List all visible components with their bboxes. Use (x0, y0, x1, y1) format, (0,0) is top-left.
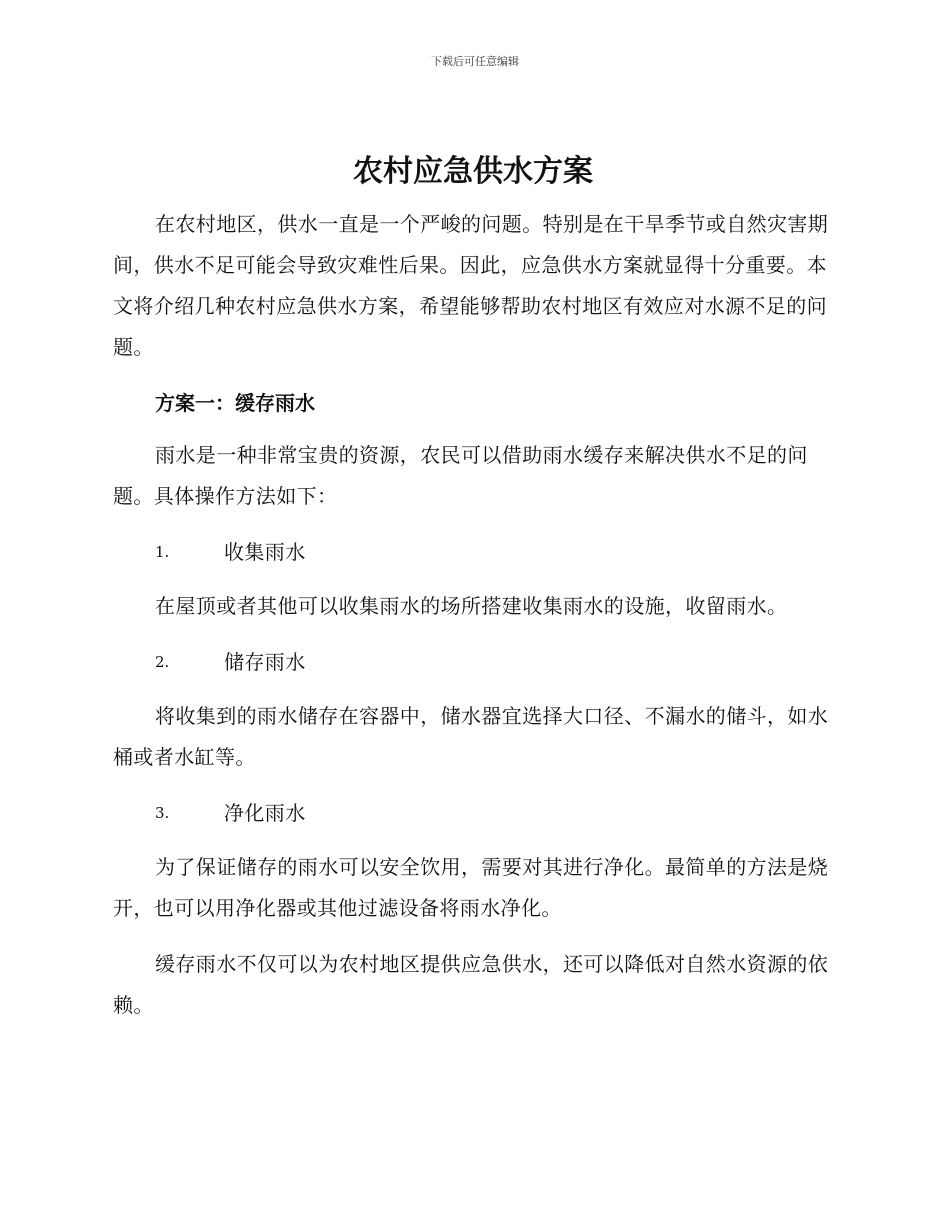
list-item-title: 储存雨水 (224, 650, 306, 674)
list-item (113, 532, 833, 572)
section-heading: 方案一：缓存雨水 (155, 391, 315, 415)
intro-paragraph: 在农村地区，供水一直是一个严峻的问题。特别是在干旱季节或自然灾害期间，供水不足可能会导致灾难性后果。因此，应急供水方案就显得十分重要。本文将介绍几种农村应急供水方案，希望能够帮助农村地区有效应对水源不足的问题。 (113, 212, 829, 359)
step-paragraph: 将收集到的雨水储存在容器中，储水器宜选择大口径、不漏水的储斗，如水桶或者水缸等。 (113, 704, 829, 769)
step-paragraph: 为了保证储存的雨水可以安全饮用，需要对其进行净化。最简单的方法是烧开，也可以用净化器或其他过滤设备将雨水净化。 (113, 855, 829, 920)
document-title: 农村应急供水方案 (353, 154, 593, 189)
list-item (113, 793, 833, 833)
list-number: 1. (155, 543, 170, 561)
conclusion-paragraph: 缓存雨水不仅可以为农村地区提供应急供水，还可以降低对自然水资源的依赖。 (113, 952, 829, 1017)
list-item (113, 642, 833, 682)
document-content (113, 148, 833, 1026)
section-intro-paragraph: 雨水是一种非常宝贵的资源，农民可以借助雨水缓存来解决供水不足的问题。具体操作方法如下： (113, 443, 808, 508)
list-number: 3. (155, 804, 170, 822)
header-note: 下载后可任意编辑 (431, 55, 519, 68)
step-paragraph: 在屋顶或者其他可以收集雨水的场所搭建收集雨水的设施，收留雨水。 (155, 594, 788, 618)
list-item-title: 收集雨水 (224, 540, 306, 564)
list-item-title: 净化雨水 (224, 801, 306, 825)
list-number: 2. (155, 653, 170, 671)
